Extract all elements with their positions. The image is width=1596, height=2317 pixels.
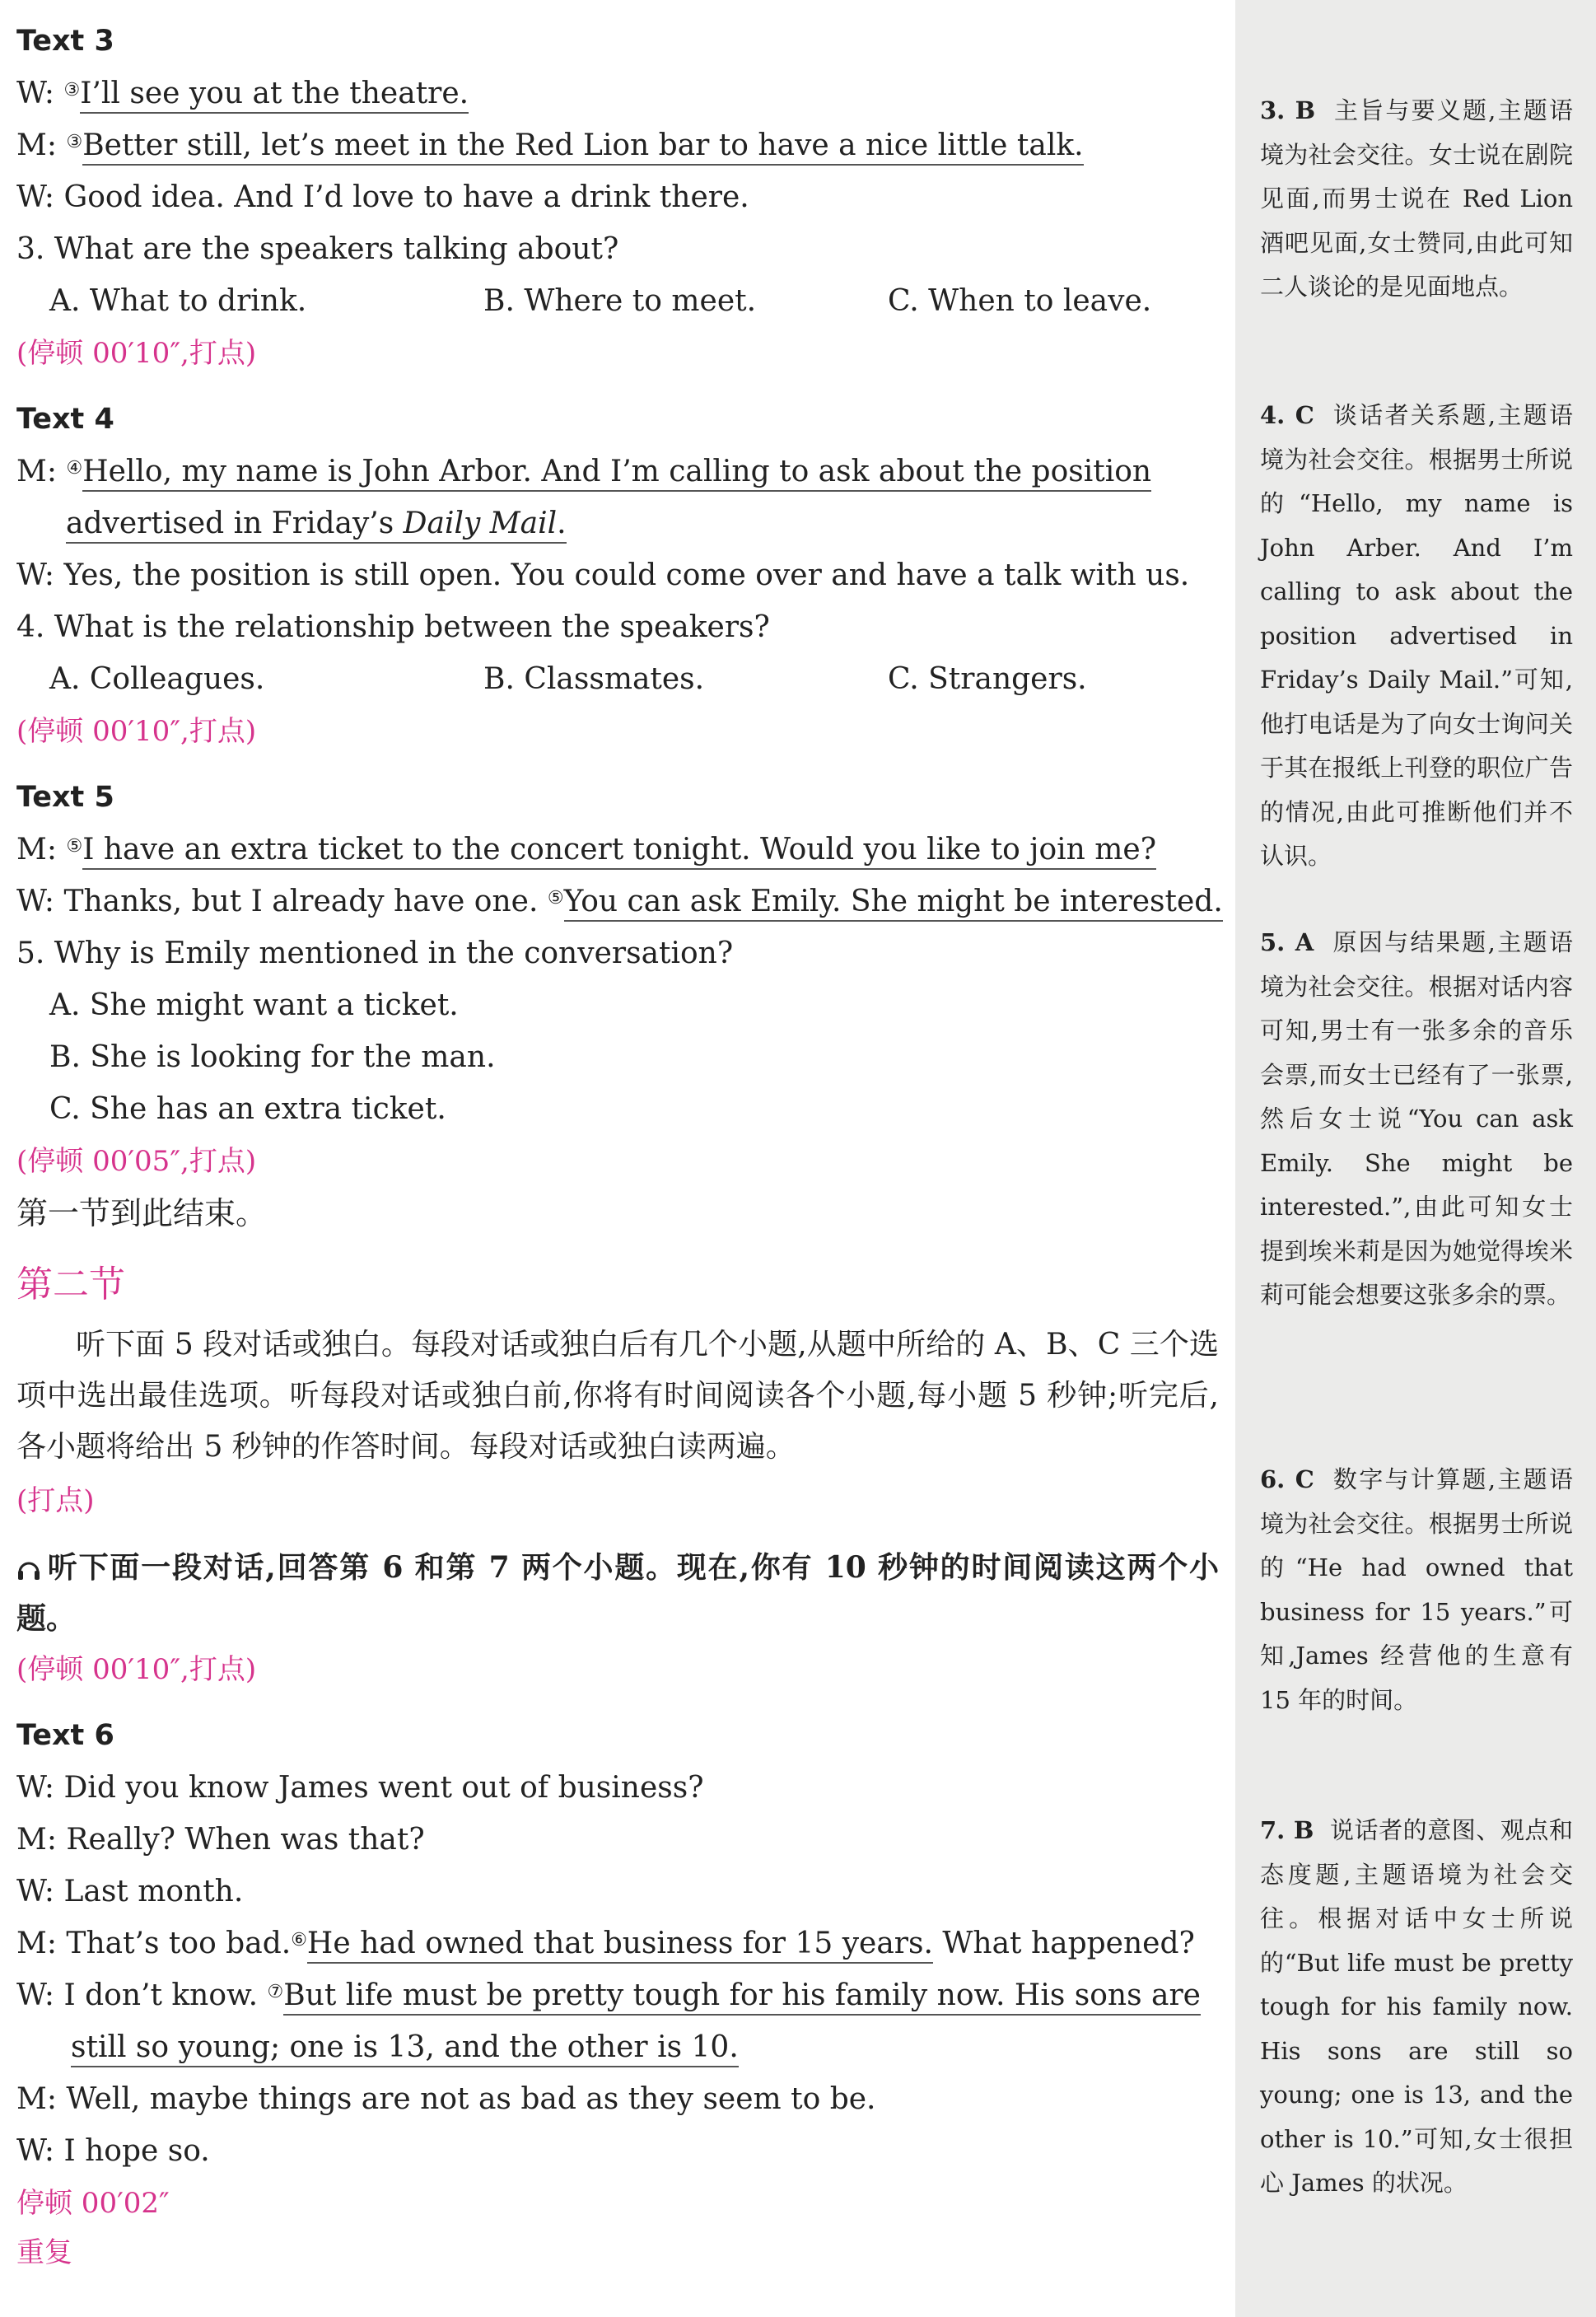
text3-line3: W: Good idea. And I’d love to have a drink there.: [16, 180, 749, 214]
answer-3: [1260, 89, 1573, 310]
underlined-sentence: I’ll see you at the theatre.: [80, 77, 469, 114]
section2-dot: (打点): [16, 1484, 95, 1517]
text5-option-c: C. She has an extra ticket.: [49, 1092, 446, 1126]
section1-end: 第一节到此结束。: [16, 1195, 268, 1231]
underlined-sentence: I have an extra ticket to the concert tonight. Would you like to join me?: [82, 833, 1156, 870]
text4-heading: Text 4: [16, 403, 114, 436]
speaker: M:: [16, 455, 57, 488]
section2-pause: (停顿 00′10″,打点): [16, 1653, 257, 1686]
text-part: M: That’s too bad.: [16, 1927, 292, 1960]
mark: ⑤: [547, 888, 564, 909]
text3-line1: [16, 76, 469, 112]
text6-line1: W: Did you know James went out of business?: [16, 1771, 704, 1805]
text5-line1: [16, 832, 1156, 868]
text5-option-b: B. She is looking for the man.: [49, 1040, 496, 1074]
text3-question: 3. What are the speakers talking about?: [16, 232, 619, 266]
section2-paragraph: 听下面 5 段对话或独白。每段对话或独白后有几个小题,从题中所给的 A、B、C 三个选项中选出最佳选项。听每段对话或独白前,你将有时间阅读各个小题,每小题 5 秒钟;听完后,各小题将给出 5 秒钟的作答时间。每段对话或独白读两遍。: [16, 1328, 1219, 1464]
text-part: advertised in Friday’s: [66, 507, 404, 540]
underlined-sentence: He had owned that business for 15 years.: [307, 1927, 933, 1964]
mark: ⑤: [66, 836, 83, 857]
text5-pause: (停顿 00′05″,打点): [16, 1145, 257, 1178]
answer-explanation: 主旨与要义题,主题语境为社会交往。女士说在剧院见面,而男士说在 Red Lion 酒吧见面,女士赞同,由此可知二人谈论的是见面地点。: [1260, 96, 1574, 301]
text4-question: 4. What is the relationship between the speakers?: [16, 610, 770, 644]
mark: ③: [66, 132, 83, 152]
text4-option-c: C. Strangers.: [888, 662, 1087, 696]
text-part: W: Thanks, but I already have one.: [16, 885, 539, 918]
text5-option-a: A. She might want a ticket.: [49, 988, 459, 1022]
mark: ⑥: [291, 1930, 307, 1950]
underlined-sentence: [66, 507, 567, 544]
text4-line1: [16, 454, 1151, 490]
newspaper-title: Daily Mail: [403, 507, 558, 540]
answer-number: 4. C: [1260, 401, 1314, 429]
text-part: W: I don’t know.: [16, 1978, 259, 2012]
text4-line1-cont: [66, 506, 567, 542]
main-column: [16, 0, 1223, 2317]
answer-explanation: 数字与计算题,主题语境为社会交往。根据男士所说的“He had owned that business for 15 years.”可知,James 经营他的生意有 15 年的时间。: [1260, 1465, 1574, 1714]
speaker: M:: [16, 833, 57, 867]
answer-4: [1260, 394, 1573, 879]
text6-line6: M: Well, maybe things are not as bad as they seem to be.: [16, 2082, 876, 2116]
headphones-icon: [16, 1558, 41, 1582]
answer-number: 7. B: [1260, 1816, 1314, 1844]
section2-title: 第二节: [16, 1264, 125, 1306]
text5-question: 5. Why is Emily mentioned in the conversation?: [16, 937, 734, 970]
underlined-sentence: Better still, let’s meet in the Red Lion bar to have a nice little talk.: [82, 128, 1083, 166]
answer-5: [1260, 921, 1573, 1318]
text6-line5-cont: [71, 2030, 739, 2066]
text4-line2: W: Yes, the position is still open. You could come over and have a talk with us.: [16, 558, 1190, 592]
text6-line5: [16, 1978, 1201, 2014]
text3-option-b: B. Where to meet.: [483, 284, 757, 318]
text4-option-a: A. Colleagues.: [49, 662, 265, 696]
text4-option-b: B. Classmates.: [483, 662, 705, 696]
mark: ④: [66, 458, 83, 479]
text3-line2: [16, 128, 1084, 164]
text6-pause: 停顿 00′02″: [16, 2187, 170, 2220]
answer-7: [1260, 1809, 1573, 2206]
answer-explanation: 谈话者关系题,主题语境为社会交往。根据男士所说的“Hello, my name is John Arber. And I’m calling to ask about the position advertised in Friday’s Daily Mail.”可知,他打电话是为了向女士询问关于其在报纸上刊登的职位广告的情况,由此可推断他们并不认识。: [1260, 401, 1574, 870]
mark: ③: [63, 80, 81, 100]
answer-explanation: 说话者的意图、观点和态度题,主题语境为社会交往。根据对话中女士所说的“But life must be pretty tough for his family now. His sons are still so young; one is 13, and the other is 10.”可知,女士很担心 James 的状况。: [1260, 1816, 1574, 2197]
text-part: What happened?: [932, 1927, 1195, 1960]
speaker: W:: [16, 77, 55, 110]
text3-option-a: A. What to drink.: [49, 284, 307, 318]
underlined-sentence: But life must be pretty tough for his family now. His sons are: [283, 1978, 1201, 2016]
underlined-sentence: Hello, my name is John Arbor. And I’m calling to ask about the position: [82, 455, 1151, 492]
underlined-sentence: You can ask Emily. She might be interested.: [564, 885, 1223, 922]
answer-number: 3. B: [1260, 96, 1316, 124]
speaker: M:: [16, 128, 57, 162]
text-part: .: [557, 507, 567, 540]
text4-pause: (停顿 00′10″,打点): [16, 715, 257, 748]
text6-line3: W: Last month.: [16, 1875, 244, 1908]
answer-explanation: 原因与结果题,主题语境为社会交往。根据对话内容可知,男士有一张多余的音乐会票,而女士已经有了一张票,然后女士说“You can ask Emily. She might be interested.”,由此可知女士提到埃米莉是因为她觉得埃米莉可能会想要这张多余的票。: [1260, 928, 1574, 1309]
section2-instruction: [16, 1542, 1219, 1644]
underlined-sentence: still so young; one is 13, and the other is 10.: [71, 2030, 739, 2067]
text3-pause: (停顿 00′10″,打点): [16, 337, 257, 370]
text5-line2: [16, 884, 1223, 920]
answer-number: 5. A: [1260, 928, 1314, 956]
text6-line7: W: I hope so.: [16, 2134, 210, 2168]
text3-option-c: C. When to leave.: [888, 284, 1152, 318]
text6-line4: [16, 1926, 1195, 1962]
answer-number: 6. C: [1260, 1465, 1314, 1493]
instruction-text: 听下面一段对话,回答第 6 和第 7 两个小题。现在,你有 10 秒钟的时间阅读这两个小题。: [16, 1550, 1219, 1636]
text6-heading: Text 6: [16, 1719, 114, 1752]
text6-repeat: 重复: [16, 2236, 72, 2269]
mark: ⑦: [267, 1982, 284, 2002]
answer-sidebar: [1235, 0, 1596, 2317]
text3-heading: Text 3: [16, 25, 114, 58]
text6-line2: M: Really? When was that?: [16, 1823, 425, 1857]
text5-heading: Text 5: [16, 781, 114, 814]
answer-6: [1260, 1458, 1573, 1722]
